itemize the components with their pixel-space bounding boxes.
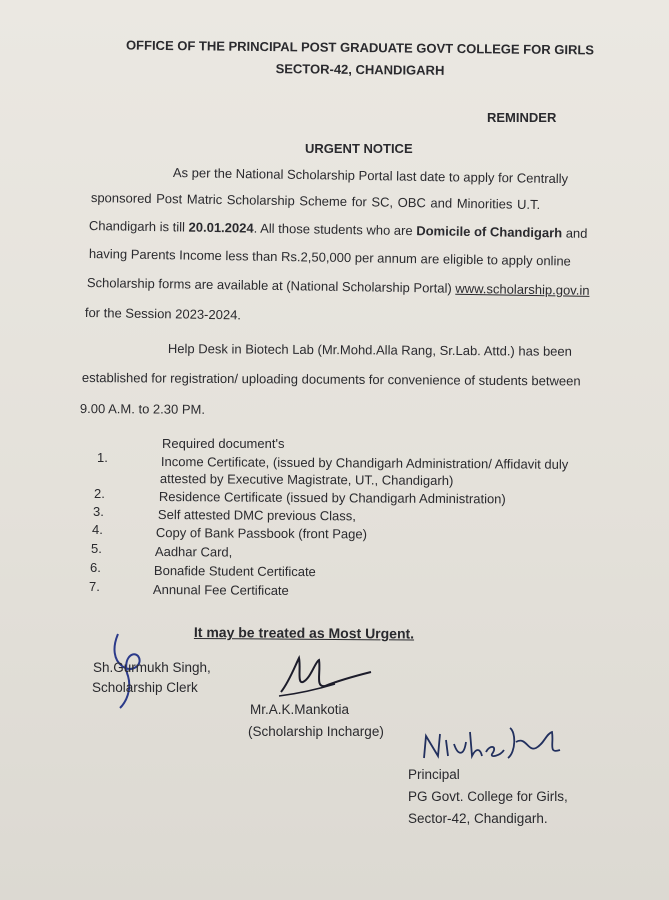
doc-item-number: 5. [91, 541, 102, 556]
doc-item-number: 4. [92, 522, 103, 537]
para1-line3-post: and [562, 225, 588, 241]
doc-item-text: Income Certificate, (issued by Chandigarh Administration/ Affidavit duly [160, 454, 569, 472]
para1-line4: having Parents Income less than Rs.2,50,000 per annum are eligible to apply online [88, 246, 571, 269]
para1-line1: As per the National Scholarship Portal last date to apply for Centrally [172, 165, 569, 187]
doc-item-text: Bonafide Student Certificate [153, 563, 316, 580]
para1-line3-mid: . All those students who are [253, 220, 417, 239]
para1-line3 [89, 219, 588, 240]
para1-line3-pre: Chandigarh is till [88, 218, 189, 235]
doc-item-number: 1. [97, 450, 108, 465]
doc-item-text: Copy of Bank Passbook (front Page) [155, 525, 368, 542]
incharge-signature-scribble [275, 652, 375, 702]
para1-line6: for the Session 2023-2024. [84, 305, 242, 323]
para2-line1: Help Desk in Biotech Lab (Mr.Mohd.Alla Rang, Sr.Lab. Attd.) has been [167, 341, 572, 359]
principal-college: PG Govt. College for Girls, [408, 789, 568, 804]
clerk-name: Sh.Gurmukh Singh, [93, 660, 211, 675]
doc-item-text: Aadhar Card, [154, 544, 233, 560]
para2-line3: 9.00 A.M. to 2.30 PM. [79, 401, 206, 417]
para1-line5-pre: Scholarship forms are available at (National Scholarship Portal) [86, 275, 456, 296]
deadline-date: 20.01.2024 [188, 219, 254, 236]
domicile-text: Domicile of Chandigarh [416, 223, 563, 241]
doc-item-number: 6. [90, 560, 101, 575]
para1-line2: sponsored Post Matric Scholarship Scheme for SC, OBC and Minorities U.T. [90, 190, 541, 213]
doc-item-text: Self attested DMC previous Class, [157, 507, 356, 524]
scholarship-portal-link[interactable]: www.scholarship.gov.in [455, 280, 590, 298]
incharge-title: (Scholarship Incharge) [248, 724, 384, 739]
most-urgent-line: It may be treated as Most Urgent. [193, 624, 415, 642]
para1-line5 [87, 276, 590, 297]
doc-item-text: Annunal Fee Certificate [152, 582, 289, 598]
doc-item-text-cont: attested by Executive Magistrate, UT., Chandigarh) [159, 471, 454, 489]
incharge-name: Mr.A.K.Mankotia [250, 702, 350, 717]
doc-item-number: 7. [89, 579, 100, 594]
reminder-label: REMINDER [487, 110, 557, 125]
documents-heading: Required document's [162, 436, 285, 451]
notice-title: URGENT NOTICE [305, 141, 413, 156]
principal-signature-scribble [420, 722, 570, 772]
principal-sector: Sector-42, Chandigarh. [408, 811, 548, 826]
doc-item-number: 2. [94, 486, 105, 501]
doc-item-number: 3. [93, 504, 104, 519]
office-header-line2: SECTOR-42, CHANDIGARH [275, 61, 445, 78]
office-header-line1: OFFICE OF THE PRINCIPAL POST GRADUATE GOVT COLLEGE FOR GIRLS [125, 37, 595, 58]
clerk-title: Scholarship Clerk [92, 680, 198, 695]
doc-item-text: Residence Certificate (issued by Chandigarh Administration) [158, 489, 506, 507]
principal-title: Principal [408, 767, 460, 782]
para2-line2: established for registration/ uploading documents for convenience of students between [81, 370, 581, 389]
